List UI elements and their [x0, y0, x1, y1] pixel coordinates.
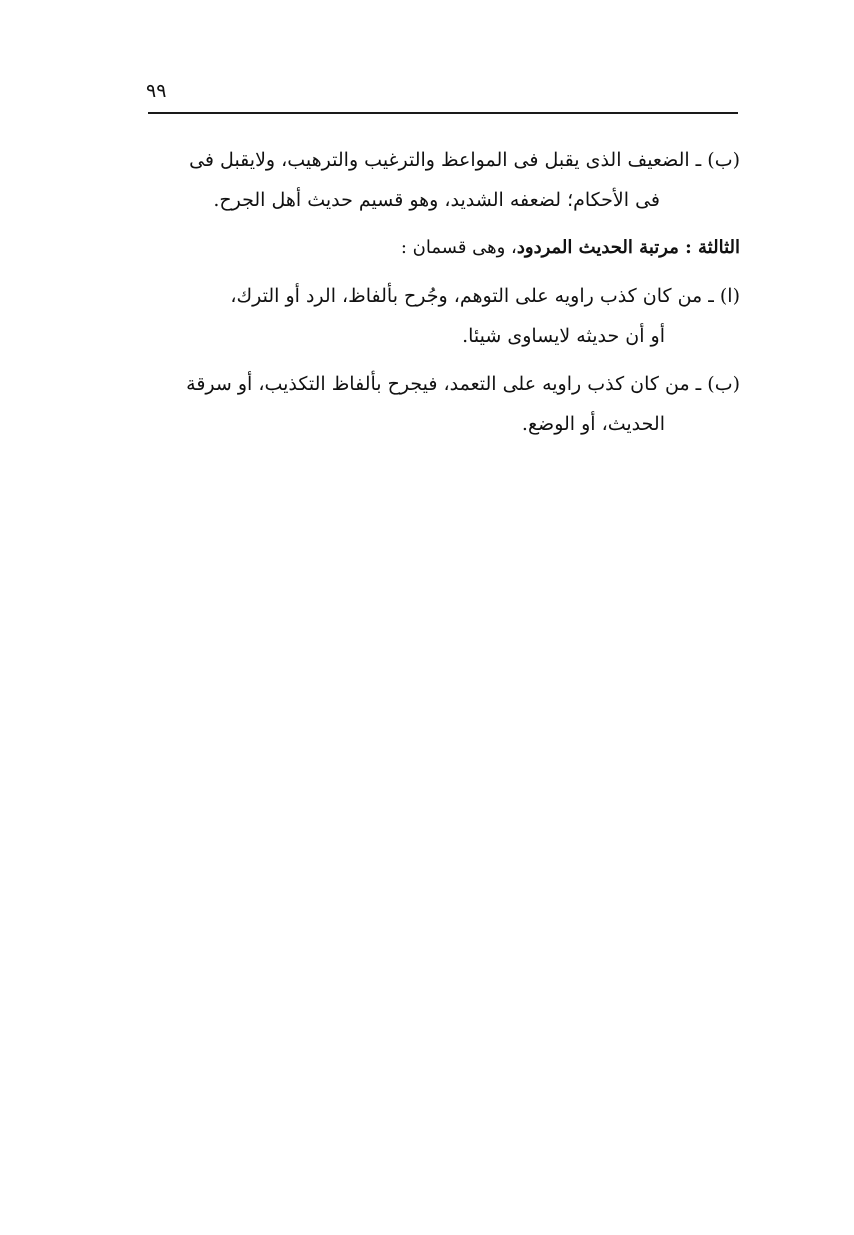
paragraph-ba [140, 364, 740, 444]
paragraph-line: (ب) ـ الضعيف الذى يقبل فى المواعظ والترغيب والترهيب، ولايقبل فى [189, 149, 740, 171]
section-heading [140, 228, 740, 268]
paragraph-alif [140, 276, 740, 356]
paragraph-line: أو أن حديثه لايساوى شيئا. [462, 325, 665, 347]
header-rule [148, 112, 738, 114]
page-number: ٩٩ [146, 80, 167, 102]
section-heading-bold: الثالثة : مرتبة الحديث المردود [516, 237, 740, 258]
paragraph-line: فى الأحكام؛ لضعفه الشديد، وهو قسيم حديث أهل الجرح. [213, 189, 660, 211]
paragraph-line: (ا) ـ من كان كذب راويه على التوهم، وجُرح بألفاظ، الرد أو الترك، [230, 285, 740, 307]
paragraph-line: الحديث، أو الوضع. [521, 413, 665, 435]
paragraph-weak-hadith [140, 140, 740, 220]
section-heading-rest: ، وهى قسمان : [400, 237, 517, 258]
paragraph-line: (ب) ـ من كان كذب راويه على التعمد، فيجرح بألفاظ التكذيب، أو سرقة [186, 373, 740, 395]
